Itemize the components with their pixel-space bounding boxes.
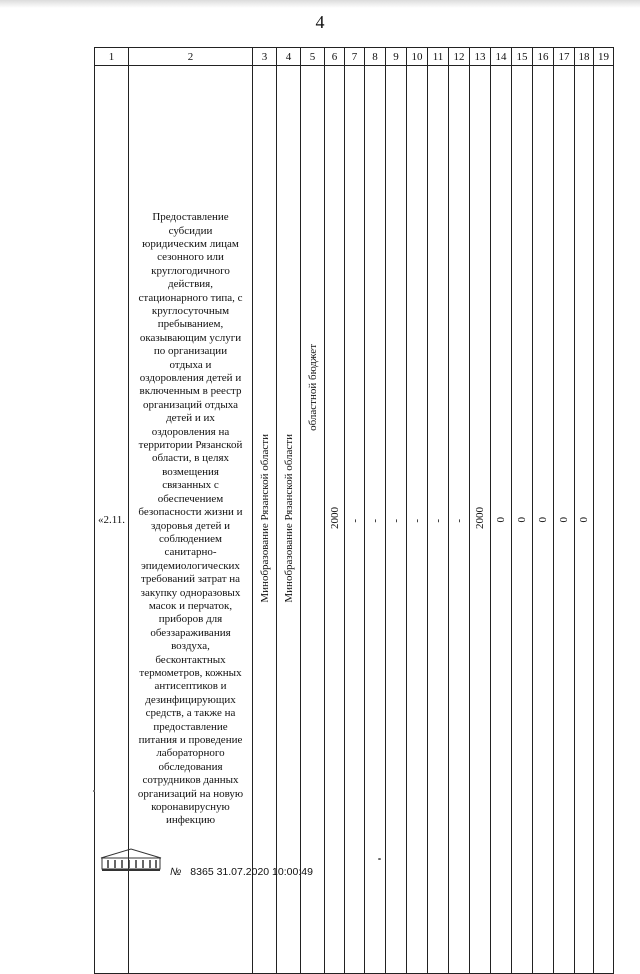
header-cell: 18	[575, 48, 594, 66]
registration-mark: №	[170, 866, 182, 878]
zero-value: 0	[558, 517, 570, 523]
header-cell: 14	[491, 48, 512, 66]
header-cell: 19	[594, 48, 614, 66]
header-cell: 13	[470, 48, 491, 66]
description-line: приборов для	[158, 613, 223, 626]
dash-value: -	[369, 518, 381, 523]
value-cell	[575, 66, 594, 974]
table-row	[95, 66, 614, 974]
description-line: по организации	[153, 345, 228, 358]
value-cell	[386, 66, 407, 974]
description-line: обеззараживания	[150, 626, 231, 639]
description-line: средств, а также на	[145, 707, 236, 720]
total-value: 2000	[328, 507, 341, 529]
zero-value: 0	[516, 517, 528, 523]
executor-text: Минобразование Рязанской области	[258, 433, 271, 603]
description-line: круглогодичного	[151, 264, 230, 277]
description-line: Предоставление	[152, 211, 229, 224]
value-cell	[594, 66, 614, 974]
description-line: области, в целях	[151, 452, 230, 465]
budget-table	[94, 47, 614, 974]
registration-footer	[170, 866, 313, 878]
description-line: организаций на новую	[137, 787, 244, 800]
dash-value: -	[411, 518, 423, 523]
description-line: детей и их	[166, 412, 215, 425]
value-cell	[428, 66, 449, 974]
value-cell	[470, 66, 491, 974]
description-line: действия,	[168, 278, 213, 291]
scan-speck	[378, 858, 381, 860]
header-cell: 6	[325, 48, 345, 66]
page-number: 4	[315, 12, 325, 32]
header-cell: 12	[449, 48, 470, 66]
description-line: включенным в реестр	[139, 385, 242, 398]
description-line: обследования	[158, 760, 223, 773]
description-line: оздоровления детей и	[139, 372, 242, 385]
funding-source-cell	[301, 66, 325, 974]
coexecutor-cell	[277, 66, 301, 974]
description-line: лабораторного	[156, 747, 225, 760]
value-cell	[491, 66, 512, 974]
description-line: обеспечением	[157, 492, 224, 505]
description-line: антисептиков и	[154, 680, 227, 693]
dash-value: -	[390, 518, 402, 523]
description-line: пребыванием,	[157, 318, 224, 331]
description-line: коронавирусную	[151, 801, 230, 814]
description-line: дезинфицирующих	[145, 693, 236, 706]
description-line: возмещения	[162, 465, 219, 478]
description-line: организаций отдыха	[142, 398, 239, 411]
description-line: эпидемиологических	[141, 559, 240, 572]
building-stamp-icon	[100, 848, 162, 872]
coexecutor-text: Минобразование Рязанской области	[282, 433, 295, 603]
value-cell	[345, 66, 365, 974]
header-cell: 3	[253, 48, 277, 66]
header-cell: 8	[365, 48, 386, 66]
description-line: питания и проведение	[138, 734, 243, 746]
value-cell	[512, 66, 533, 974]
value-cell	[533, 66, 554, 974]
header-cell: 9	[386, 48, 407, 66]
description-line: сезонного или	[157, 251, 224, 264]
dash-value: -	[348, 518, 361, 523]
description-line: оздоровления на	[151, 425, 230, 438]
description-line: сотрудников данных	[142, 774, 239, 787]
header-cell: 2	[129, 48, 253, 66]
value-cell	[325, 66, 345, 974]
description-line: территории Рязанской	[138, 439, 243, 452]
description-line: стационарного типа, с	[138, 291, 243, 304]
description-line: бесконтактных	[155, 653, 226, 666]
description-line: воздуха,	[171, 640, 210, 653]
zero-value: 0	[495, 517, 507, 523]
scan-top-edge	[0, 0, 640, 8]
header-cell: 7	[345, 48, 365, 66]
header-cell: 1	[95, 48, 129, 66]
funding-source-text: областной бюджет	[306, 344, 319, 431]
description-line: предоставление	[153, 720, 228, 733]
description-line: соблюдением	[159, 532, 222, 545]
description-line: требований затрат на	[140, 573, 241, 586]
header-cell: 16	[533, 48, 554, 66]
description-line: термометров, кожных	[139, 666, 242, 679]
description-line: закупку одноразовых	[140, 586, 241, 599]
executor-cell	[253, 66, 277, 974]
header-cell: 17	[554, 48, 575, 66]
header-cell: 5	[301, 48, 325, 66]
value-cell	[407, 66, 428, 974]
description-line: круглосуточным	[151, 305, 230, 317]
zero-value: 0	[537, 517, 549, 523]
row-number: «2.11.	[95, 66, 129, 974]
header-cell: 10	[407, 48, 428, 66]
description-line: юридическим лицам	[142, 237, 239, 250]
description-line: санитарно-	[164, 546, 217, 559]
description-line: отдыха и	[169, 358, 212, 371]
header-cell: 15	[512, 48, 533, 66]
value-cell	[365, 66, 386, 974]
header-cell: 4	[277, 48, 301, 66]
zero-value: 0	[578, 517, 590, 523]
value-cell	[554, 66, 575, 974]
description-line: связанных с	[162, 479, 219, 492]
scan-speck	[93, 790, 95, 792]
dash-value: -	[453, 518, 465, 523]
description-line: безопасности жизни и	[138, 506, 243, 519]
value-cell	[449, 66, 470, 974]
description-line: оказывающим услуги	[139, 331, 242, 344]
table-header-row	[95, 48, 614, 66]
dash-value: -	[432, 518, 444, 523]
description-line: субсидии	[168, 224, 213, 237]
description-line: масок и перчаток,	[148, 599, 233, 612]
header-cell: 11	[428, 48, 449, 66]
registration-text: 8365 31.07.2020 10:00:49	[190, 866, 313, 878]
row-description	[129, 66, 253, 974]
year-value: 2000	[474, 507, 486, 529]
description-line: здоровья детей и	[151, 519, 230, 532]
description-line: инфекцию	[165, 814, 216, 827]
